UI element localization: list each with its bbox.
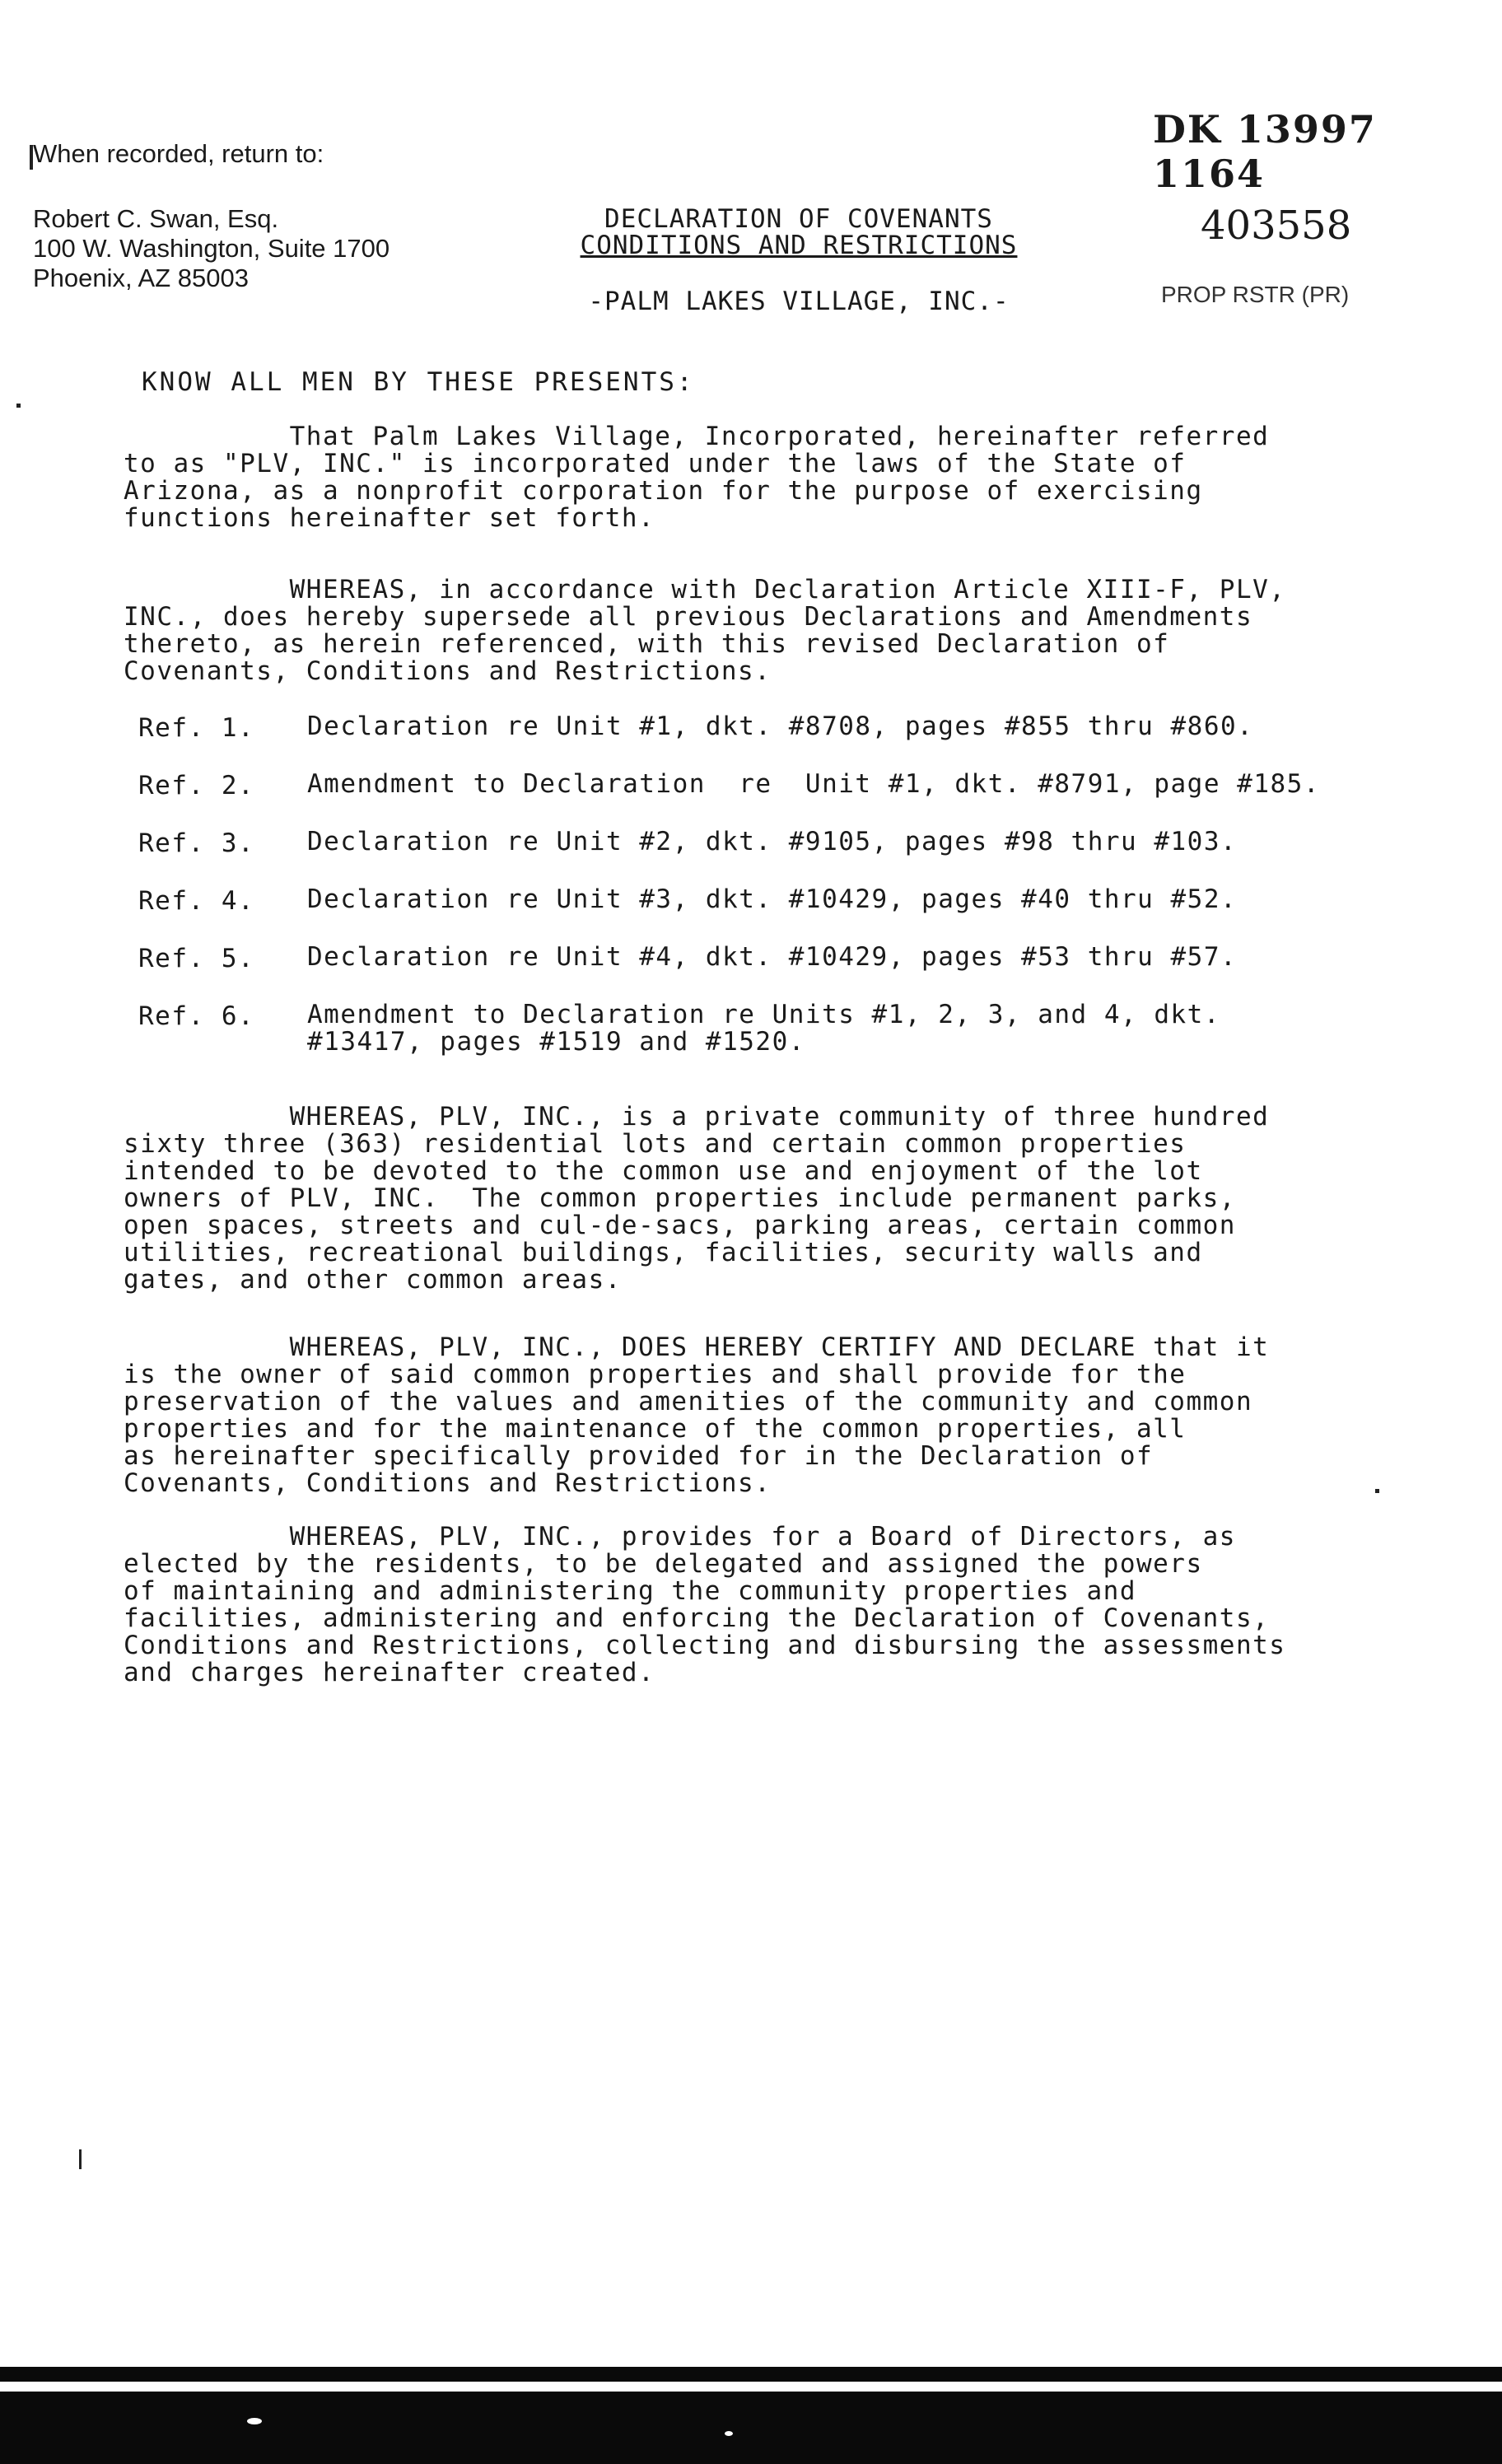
- reference-number: Ref. 2.: [138, 771, 255, 800]
- title-line-1: DECLARATION OF COVENANTS: [604, 204, 993, 234]
- return-city: Phoenix, AZ 85003: [33, 264, 249, 292]
- reference-item: [138, 771, 1456, 828]
- reference-item: [138, 828, 1456, 886]
- know-all-men-heading: KNOW ALL MEN BY THESE PRESENTS:: [142, 367, 695, 397]
- reference-item: [138, 1001, 1456, 1059]
- reference-text: Declaration re Unit #4, dkt. #10429, pages #53 thru #57.: [307, 942, 1238, 972]
- scan-speck: [725, 2431, 733, 2436]
- return-address-block: [33, 138, 389, 293]
- scan-margin-mark: [79, 2149, 82, 2169]
- reference-number: Ref. 4.: [138, 886, 255, 916]
- reference-text: Declaration re Unit #2, dkt. #9105, pages #98 thru #103.: [307, 827, 1238, 856]
- scan-streak: [0, 2382, 1502, 2392]
- reference-item: [138, 886, 1456, 944]
- reference-text: Amendment to Declaration re Unit #1, dkt. #8791, page #185.: [307, 769, 1320, 799]
- recording-sequence-number: 403558: [1201, 203, 1352, 249]
- paragraph-incorporation: That Palm Lakes Village, Incorporated, hereinafter referred to as "PLV, INC." is incorporated under the laws of the State of Arizona, as a nonprofit corporation for the purpose of exercising functions hereinafter set forth.: [124, 422, 1270, 533]
- paragraph-whereas-certify: WHEREAS, PLV, INC., DOES HEREBY CERTIFY AND DECLARE that it is the owner of said common properties and shall provide for the preservation of the values and amenities of the community and common properties and for the maintenance of the common properties, all as hereinafter specifically provided for in the Declaration of Covenants, Conditions and Restrictions.: [124, 1332, 1270, 1498]
- title-line-2: CONDITIONS AND RESTRICTIONS: [580, 231, 1018, 260]
- paragraph-whereas-community: WHEREAS, PLV, INC., is a private community of three hundred sixty three (363) residential lots and certain common properties intended to be devoted to the common use and enjoyment of the lot owners of PLV, INC. The common properties include permanent parks, open spaces, streets and cul-de-sacs, parking areas, certain common utilities, recreational buildings, facilities, security walls and gates, and other common areas.: [124, 1102, 1270, 1295]
- scan-border-band: [0, 2367, 1502, 2464]
- return-heading: When recorded, return to:: [33, 139, 324, 168]
- reference-number: Ref. 1.: [138, 713, 255, 743]
- docket-page-number: DK 13997 1164: [1153, 107, 1377, 196]
- title-line-3: -PALM LAKES VILLAGE, INC.-: [588, 287, 1010, 316]
- return-street: 100 W. Washington, Suite 1700: [33, 234, 390, 263]
- recording-stamp-block: [1153, 107, 1466, 308]
- paragraph-whereas-board: WHEREAS, PLV, INC., provides for a Board of Directors, as elected by the residents, to be delegated and assigned the powers of maintaining and administering the community properties and facilities, administering and enforcing the Declaration of Covenants, Conditions and Restrictions, collecting and disbursing the assessments and charges hereinafter created.: [124, 1522, 1286, 1687]
- recording-type-stamp: PROP RSTR (PR): [1161, 282, 1350, 307]
- reference-number: Ref. 5.: [138, 944, 255, 973]
- paragraph-whereas-supersede: WHEREAS, in accordance with Declaration Article XIII-F, PLV, INC., does hereby supersede all previous Declarations and Amendments thereto, as herein referenced, with this revised Declaration of Covenants, Conditions and Restrictions.: [124, 575, 1286, 686]
- reference-text: Amendment to Declaration re Units #1, 2, 3, and 4, dkt. #13417, pages #1519 and #1520.: [307, 1000, 1220, 1057]
- reference-text: Declaration re Unit #3, dkt. #10429, pages #40 thru #52.: [307, 884, 1238, 914]
- document-title: [543, 206, 1054, 315]
- reference-item: [138, 944, 1456, 1001]
- reference-number: Ref. 3.: [138, 828, 255, 858]
- reference-text: Declaration re Unit #1, dkt. #8708, pages #855 thru #860.: [307, 712, 1254, 741]
- reference-number: Ref. 6.: [138, 1001, 255, 1031]
- reference-item: [138, 713, 1456, 771]
- scan-margin-mark: [1375, 1489, 1379, 1493]
- scan-speck: [247, 2418, 262, 2424]
- reference-list: [138, 713, 1456, 1059]
- scan-margin-mark: [16, 404, 21, 408]
- return-name: Robert C. Swan, Esq.: [33, 204, 279, 233]
- scan-margin-mark: [30, 145, 33, 170]
